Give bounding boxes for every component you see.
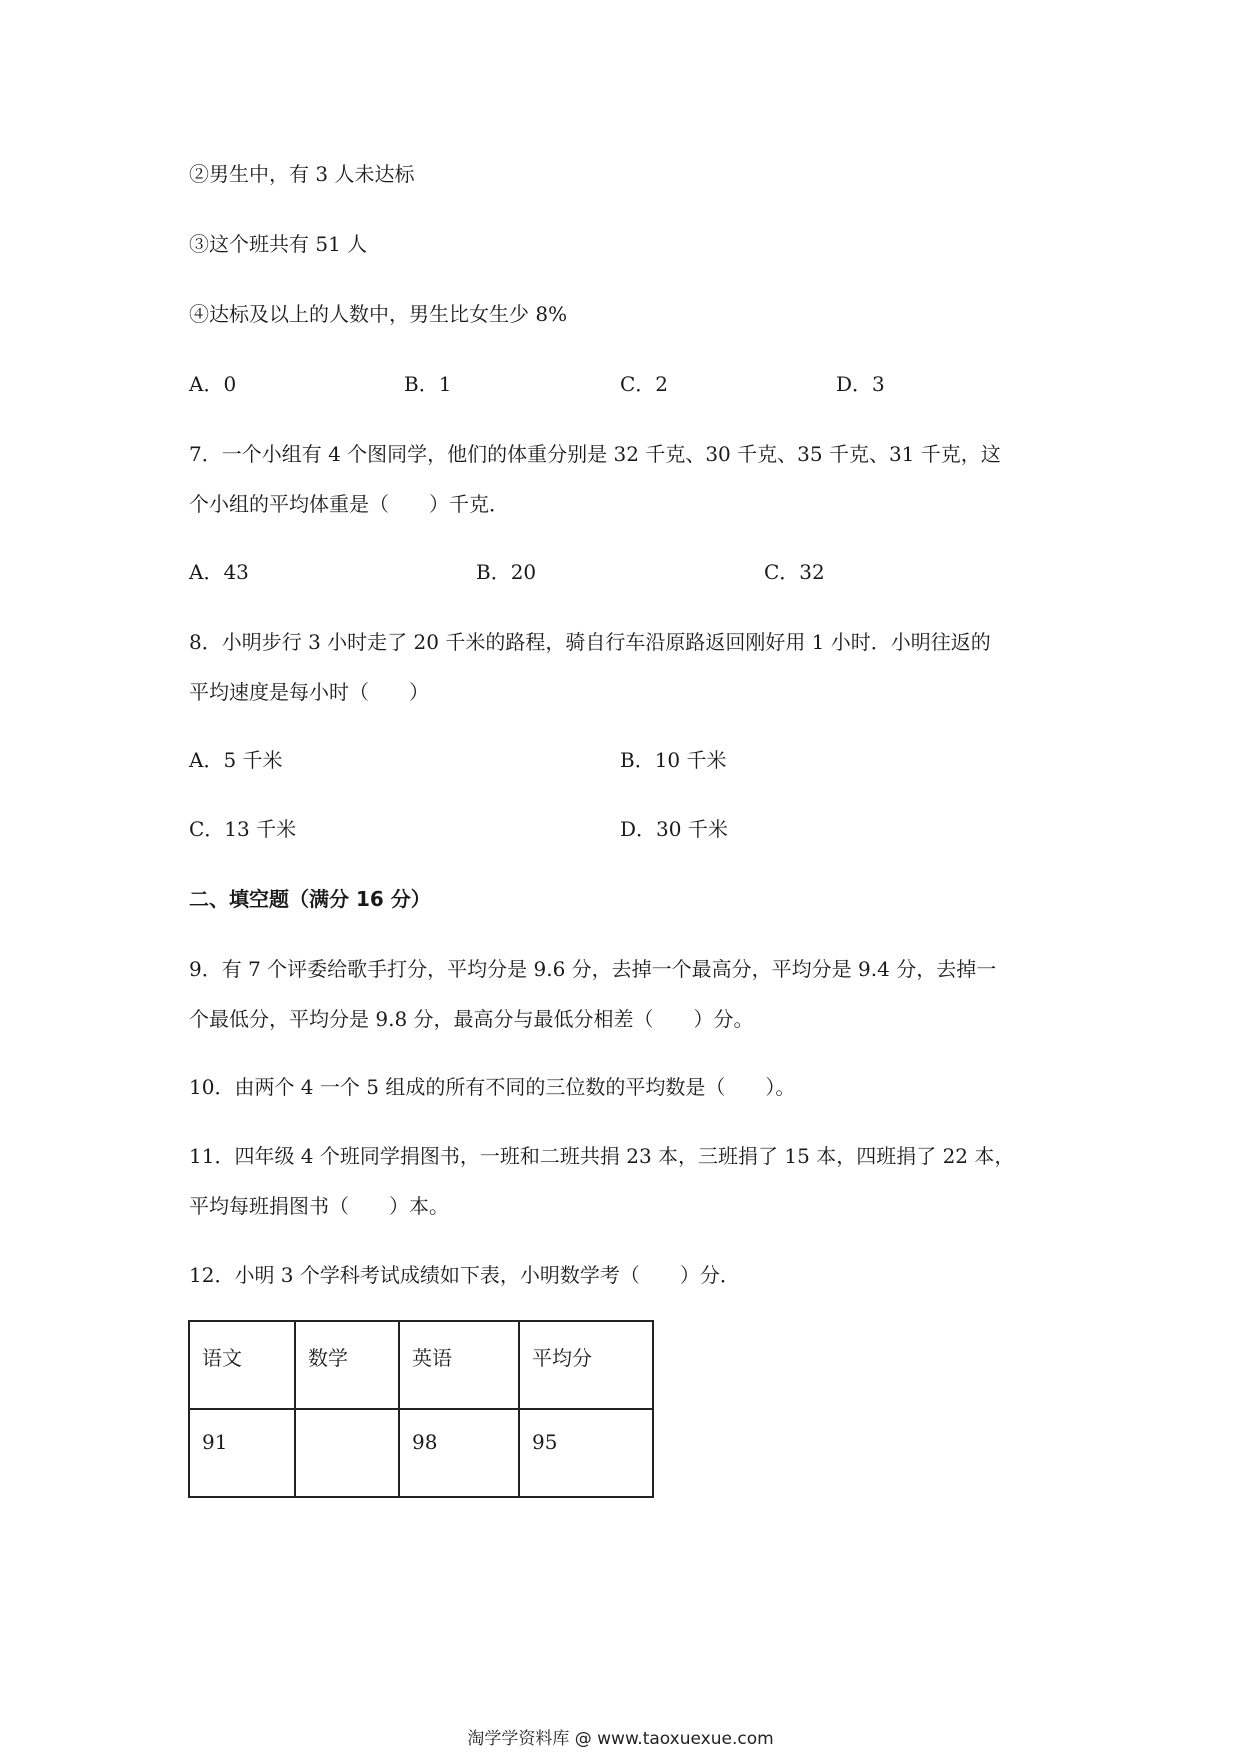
- q11-line-2: 平均每班捐图书（ ）本。: [189, 1194, 449, 1218]
- q8-option-c: C．13 千米: [189, 817, 297, 841]
- q8-option-d: D．30 千米: [620, 817, 728, 841]
- q7-option-c: C．32: [764, 560, 825, 584]
- q8-option-b: B．10 千米: [620, 748, 727, 772]
- header-english: 英语: [399, 1321, 519, 1409]
- q7-line-1: 7．一个小组有 4 个图同学，他们的体重分别是 32 千克、30 千克、35 千克、31 千克，这: [189, 442, 1001, 466]
- value-english: 98: [399, 1409, 519, 1497]
- q11-line-1: 11．四年级 4 个班同学捐图书，一班和二班共捐 23 本，三班捐了 15 本，四班捐了 22 本，: [189, 1144, 1015, 1168]
- score-table-value-row: [189, 1409, 653, 1497]
- q8-option-a: A．5 千米: [189, 748, 283, 772]
- q6-option-b: B．1: [404, 372, 452, 396]
- footer-watermark: 淘学学资料库 @ www.taoxuexue.com: [467, 1729, 774, 1749]
- q8-line-1: 8．小明步行 3 小时走了 20 千米的路程，骑自行车沿原路返回刚好用 1 小时．小明往返的: [189, 630, 991, 654]
- q8-line-2: 平均速度是每小时（ ）: [189, 680, 429, 704]
- q6-option-c: C．2: [620, 372, 669, 396]
- q7-option-a: A．43: [189, 560, 249, 584]
- q6-statement-4: ④达标及以上的人数中，男生比女生少 8%: [189, 302, 568, 326]
- q6-statement-2: ②男生中，有 3 人未达标: [189, 162, 415, 186]
- q7-line-2: 个小组的平均体重是（ ）千克．: [189, 492, 509, 516]
- value-math: [295, 1409, 399, 1497]
- section-2-heading: 二、填空题（满分 16 分）: [189, 887, 431, 911]
- q10-line: 10．由两个 4 一个 5 组成的所有不同的三位数的平均数是（ ）。: [189, 1075, 796, 1099]
- header-chinese: 语文: [189, 1321, 295, 1409]
- score-table: [188, 1320, 654, 1498]
- q9-line-2: 个最低分，平均分是 9.8 分，最高分与最低分相差（ ）分。: [189, 1007, 754, 1031]
- header-math: 数学: [295, 1321, 399, 1409]
- q9-line-1: 9．有 7 个评委给歌手打分，平均分是 9.6 分，去掉一个最高分，平均分是 9.4 分，去掉一: [189, 957, 997, 981]
- value-chinese: 91: [189, 1409, 295, 1497]
- score-table-header-row: [189, 1321, 653, 1409]
- q6-option-a: A．0: [189, 372, 237, 396]
- q7-option-b: B．20: [476, 560, 537, 584]
- header-average: 平均分: [519, 1321, 653, 1409]
- q6-statement-3: ③这个班共有 51 人: [189, 232, 368, 256]
- q6-option-d: D．3: [836, 372, 885, 396]
- value-average: 95: [519, 1409, 653, 1497]
- q12-line: 12．小明 3 个学科考试成绩如下表，小明数学考（ ）分．: [189, 1263, 740, 1287]
